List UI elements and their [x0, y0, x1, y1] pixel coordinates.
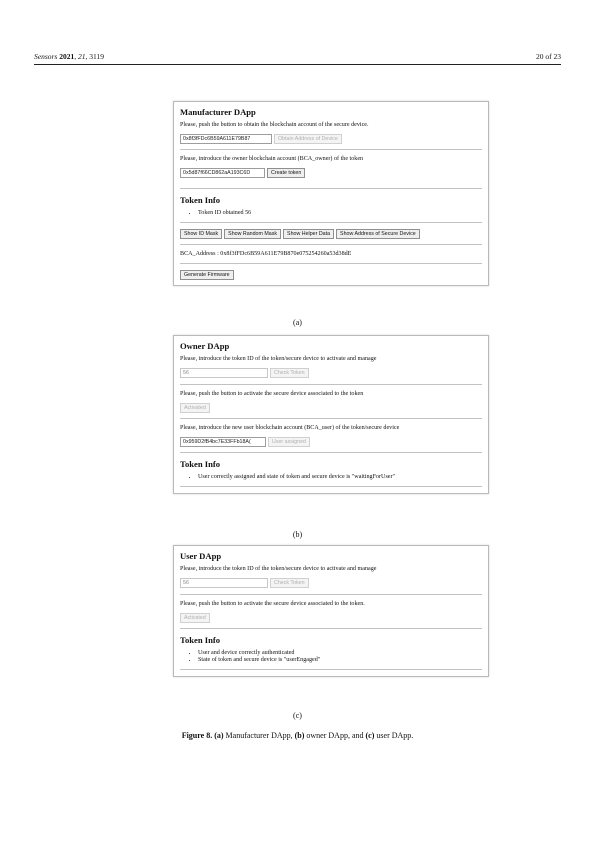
user-dapp-panel — [173, 545, 489, 677]
header-rule — [34, 64, 561, 65]
token-info-list — [198, 650, 482, 663]
subfigure-label-b: (b) — [292, 530, 303, 539]
divider — [180, 244, 482, 245]
check-token-button[interactable]: Check Token — [270, 578, 309, 588]
divider — [180, 384, 482, 385]
page-number: 20 of 23 — [536, 52, 561, 61]
generate-firmware-button[interactable]: Generate Firmware — [180, 270, 234, 280]
prompt-text: Please, push the button to activate the secure device associated to the token — [180, 391, 364, 397]
figure-caption: Figure 8. (a) Manufacturer DApp, (b) owner DApp, and (c) user DApp. — [181, 731, 414, 740]
user-assigned-button[interactable]: User assigned — [268, 437, 310, 447]
bca-address-text: BCA_Address : 0x8f3fFDc6B59A611E79B870e075254260a53d38dE — [180, 251, 352, 257]
token-info-heading: Token Info — [180, 459, 221, 469]
show-helper-data-button[interactable]: Show Helper Data — [283, 229, 334, 239]
token-info-list — [198, 474, 482, 480]
journal-citation: Sensors 2021, 21, 3119 — [34, 52, 104, 61]
panel-title: User DApp — [180, 551, 222, 561]
subfigure-label-a: (a) — [293, 318, 302, 327]
prompt-text: Please, introduce the owner blockchain account (BCA_owner) of the token — [180, 156, 364, 162]
check-token-button[interactable]: Check Token — [270, 368, 309, 378]
show-id-mask-button[interactable]: Show ID Mask — [180, 229, 222, 239]
activated-button[interactable]: Activated — [180, 613, 210, 623]
create-token-button[interactable]: Create token — [267, 168, 305, 178]
divider — [180, 188, 482, 189]
token-info-heading: Token Info — [180, 195, 221, 205]
device-account-field[interactable]: 0x8f3fFDc6B59A611E79B87 — [180, 134, 272, 144]
user-account-input[interactable]: 0x959D2fB4bc7E33FFb18A( — [180, 437, 266, 447]
token-info-heading: Token Info — [180, 635, 221, 645]
token-id-input[interactable]: 56 — [180, 368, 268, 378]
divider — [180, 594, 482, 595]
prompt-text: Please, push the button to obtain the blockchain account of the secure device. — [180, 122, 369, 128]
running-header — [34, 52, 561, 61]
panel-title: Manufacturer DApp — [180, 107, 256, 117]
divider — [180, 628, 482, 629]
divider — [180, 418, 482, 419]
divider — [180, 486, 482, 487]
manufacturer-dapp-panel — [173, 101, 489, 286]
panel-title: Owner DApp — [180, 341, 230, 351]
owner-dapp-panel — [173, 335, 489, 494]
divider — [180, 149, 482, 150]
owner-account-input[interactable]: 0x5d87f66CD862aA193C6D — [180, 168, 265, 178]
show-device-address-button[interactable]: Show Address of Secure Device — [336, 229, 420, 239]
subfigure-label-c: (c) — [293, 711, 302, 720]
show-random-mask-button[interactable]: Show Random Mask — [224, 229, 281, 239]
activated-button[interactable]: Activated — [180, 403, 210, 413]
list-item: • Token ID obtained 56 — [198, 210, 482, 216]
token-info-list — [198, 210, 482, 216]
list-item: • User correctly assigned and state of token and secure device is "waitingForUser" — [198, 474, 482, 480]
prompt-text: Please, push the button to activate the secure device associated to the token. — [180, 601, 365, 607]
prompt-text: Please, introduce the token ID of the token/secure device to activate and manage — [180, 566, 377, 572]
divider — [180, 222, 482, 223]
prompt-text: Please, introduce the token ID of the token/secure device to activate and manage — [180, 356, 377, 362]
list-item: • State of token and secure device is "userEngaged" — [198, 657, 482, 663]
list-item: • User and device correctly authenticated — [198, 650, 482, 656]
prompt-text: Please, introduce the new user blockchain account (BCA_user) of the token/secure device — [180, 425, 400, 431]
divider — [180, 452, 482, 453]
divider — [180, 263, 482, 264]
token-id-input[interactable]: 56 — [180, 578, 268, 588]
obtain-address-button[interactable]: Obtain Address of Device — [274, 134, 342, 144]
divider — [180, 669, 482, 670]
